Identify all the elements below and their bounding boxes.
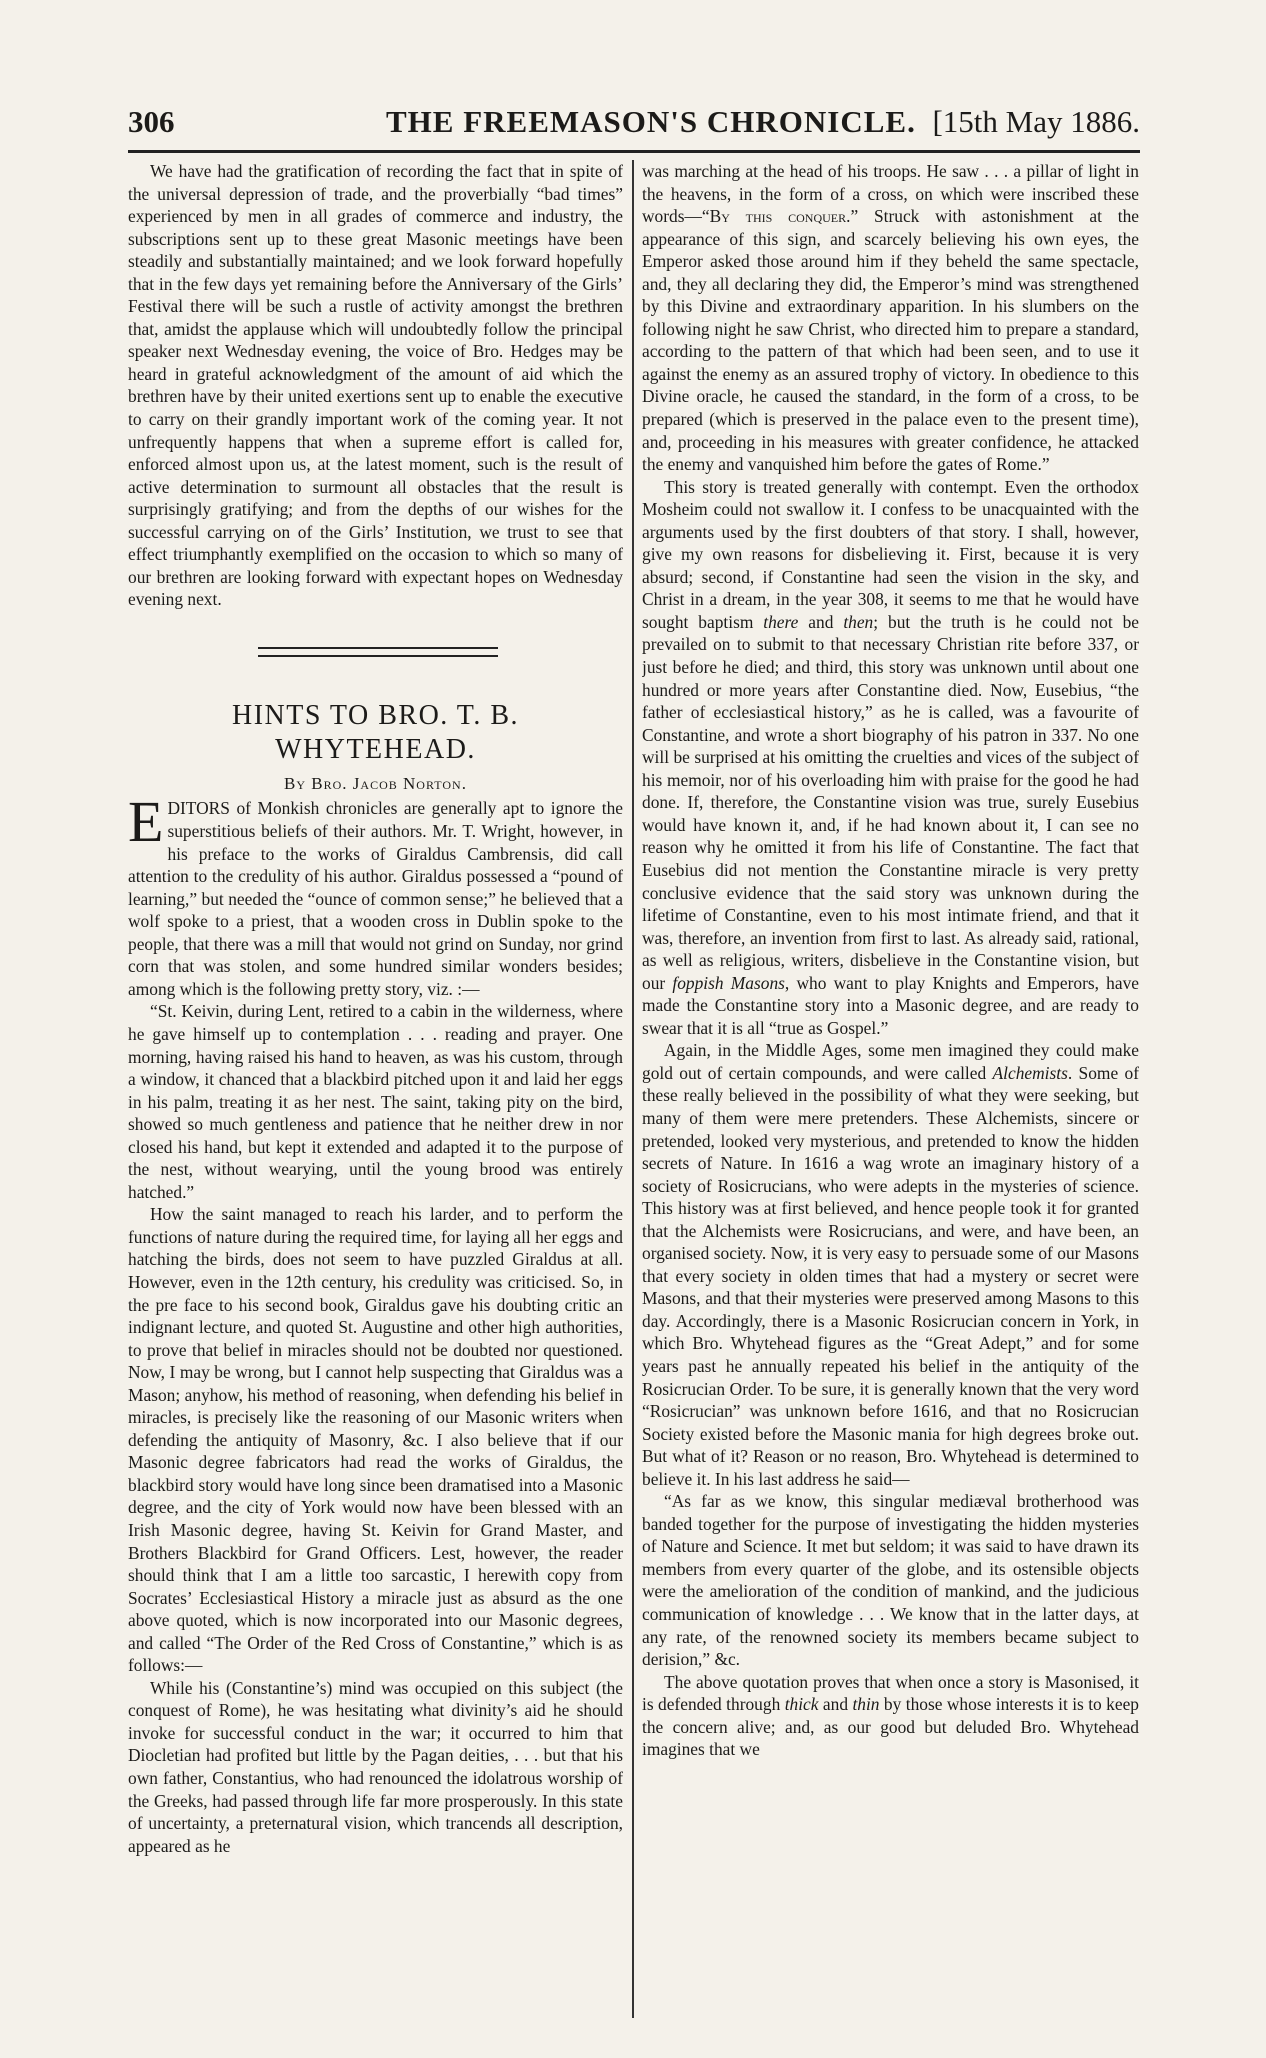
conjunction-and: and (798, 611, 844, 632)
right-column (642, 160, 1139, 2020)
article-title: HINTS TO BRO. T. B. WHYTEHEAD. (231, 699, 520, 765)
header-rule (128, 150, 1140, 153)
article-paragraph-intro (128, 789, 623, 1000)
vision-motto: By this conquer (709, 206, 847, 227)
issue-date: [15th May 1886. (932, 104, 1140, 139)
article-paragraph-alchemists (642, 1039, 1139, 1490)
article-paragraph-conclusion (642, 1671, 1139, 1761)
article-paragraph-vision (642, 160, 1139, 476)
left-column (128, 160, 623, 2020)
drop-cap: E (128, 789, 164, 855)
conjunction-and-2: and (818, 1694, 853, 1715)
conclusion-text-a: The above quotation proves that when once a story is Masonised, it is defended through (642, 1671, 1139, 1715)
italic-thick: thick (784, 1694, 819, 1715)
italic-foppish-masons: foppish Masons (672, 972, 785, 993)
italic-then: then (843, 611, 874, 632)
masthead (128, 100, 1140, 144)
italic-thin: thin (852, 1694, 880, 1715)
article-paragraph-giraldus: How the saint managed to reach his larder, and to perform the functions of nature during the required time, for laying all her eggs and hatching the birds, does not seem to have puzzled Giraldus at all. However, even in the 12th century, his credulity was criticised. So, in the pre face to his second book, Giraldus gave his doubting critic an indignant lecture, and quoted St. Augustine and other high authorities, to prove that belief in miracles should not be doubted nor questioned. Now, I may be wrong, but I cannot help suspecting that Giraldus was a Mason; anyhow, his method of reasoning, when defending his belief in miracles, is precisely like the reasoning of our Masonic writers when defending the antiquity of Masonry, &c. I also believe that if our Masonic degree fabricators had read the works of Giraldus, the blackbird story would have long since been dramatised into a Masonic degree, and the city of York would now have been blessed with an Irish Masonic degree, having St. Keivin for Grand Master, and Brothers Blackbird for Grand Officers. Lest, however, the reader should think that I am a little too sarcastic, I herewith copy from Socrates’ Ecclesiastical History a miracle just as absurd as the one above quoted, which is now incorporated into our Masonic degrees, and called “The Order of the Red Cross of Constantine,” which is as follows:— (128, 1204, 623, 1676)
vision-text-b: .” Struck with astonishment at the appearance of this sign, and scarcely believing his own eyes, the Emperor asked those around him if they beheld the same spectacle, and, they all declaring they did, the Emperor’s mind was strengthened by this Divine and extraordinary apparition. In his slumbers on the following night he saw Christ, who directed him to prepare a standard, according to the pattern of that which had been seen, and to use it against the enemy as an assured trophy of victory. In obedience to this Divine oracle, he caused the standard, in the form of a cross, to be prepared (which is preserved in the palace even to the present time), and, proceeding in his measures with greater confidence, he attacked the enemy and vanquished him before the gates of Rome.” (642, 206, 1139, 475)
italic-alchemists: Alchemists (992, 1062, 1068, 1083)
publication-title: THE FREEMASON'S CHRONICLE. (386, 104, 916, 139)
italic-there: there (763, 611, 799, 632)
page-number: 306 (128, 104, 175, 139)
contempt-text-a: This story is treated generally with contempt. Even the orthodox Mosheim could not swallow it. I confess to be unacquainted with the arguments used by the first doubters of that story. I shall, however, give my own reasons for disbelieving it. First, because it is very absurd; second, if Constantine had seen the vision in the sky, and Christ in a dream, in the year 308, it seems to me that he would have sought baptism (642, 476, 1139, 632)
conclusion-text-b: by those whose interests it is to keep the concern alive; and, as our good but deluded Bro. Whytehead imagines that we (642, 1694, 1139, 1760)
column-divider (632, 160, 634, 2018)
intro-text: DITORS of Monkish chronicles are generally apt to ignore the superstitious beliefs of their authors. Mr. T. Wright, however, in his preface to the works of Giraldus Cambrensis, did call attention to the credulity of his author. Giraldus possessed a “pound of learning,” but needed the “ounce of common sense;” he believed that a wolf spoke to a priest, that a wooden cross in Dublin spoke to the people, that there was a mill that would not grind on Sunday, nor grind corn that was stolen, and some hundred similar wonders besides; among which is the following pretty story, viz. :— (128, 798, 623, 999)
editorial-paragraph: We have had the gratification of recording the fact that in spite of the universal depression of trade, and the proverbially “bad times” experienced by men in all grades of commerce and industry, the subscriptions sent up to these great Masonic meetings have been steadily and substantially maintained; and we look forward hopefully that in the few days yet remaining before the Anniversary of the Girls’ Festival there will be such a rustle of activity amongst the brethren that, amidst the applause which will undoubtedly follow the principal speaker next Wednesday evening, the voice of Bro. Hedges may be heard in grateful acknowledgment of the amount of aid which the brethren have by their united exertions sent up to enable the executive to carry on their grandly important work of the coming year. It not unfrequently happens that when a supreme effort is called for, enforced almost upon us, at the latest moment, such is the result of active determination to surmount all obstacles that the result is surprisingly gratifying; and from the depths of our wishes for the successful carrying on of the Girls’ Institution, we trust to see that effect triumphantly exemplified on the occasion to which so many of our brethren are looking forward with expectant hopes on Wednesday evening next. (128, 161, 623, 610)
article-byline: By Bro. Jacob Norton. (284, 773, 467, 793)
alchemists-text-a: Again, in the Middle Ages, some men imagined they could make gold out of certain compounds, and were called (642, 1040, 1139, 1083)
article-paragraph-quote-keivin: “St. Keivin, during Lent, retired to a cabin in the wilderness, where he gave himself up to contemplation . . . reading and prayer. One morning, having raised his hand to heaven, as was his custom, through a window, it chanced that a blackbird pitched upon it and laid her eggs in his palm, treating it as her nest. The saint, taking pity on the bird, showed so much gentleness and patience that he neither drew in nor closed his hand, but kept it extended and adapted it to the purpose of the nest, without wearying, until the young brood was entirely hatched.” (128, 1001, 623, 1202)
contempt-text-b: ; but the truth is he could not be prevailed on to submit to that necessary Christian rite before 337, or just before he died; and third, this story was unknown until about one hundred or more years after Constantine died. Now, Eusebius, “the father of ecclesiastical history,” as he is called, was a favourite of Constantine, and wrote a short biography of his patron in 337. No one will be surprised at his omitting the cruelties and vices of the subject of his memoir, nor of his overloading him with praise for the good he had done. If, therefore, the Constantine vision was true, surely Eusebius would have known it, and, if he had known about it, I can see no reason why he omitted it from his life of Constantine. The fact that Eusebius did not mention the Constantine miracle is very pretty conclusive evidence that the said story was unknown during the lifetime of Constantine, even to his most intimate friend, and that it was, therefore, an invention from first to last. As already said, rational, as well as religious, writers, disbelieve in the Constantine vision, but our (642, 611, 1139, 993)
section-separator (128, 611, 623, 699)
article-paragraph-contempt (642, 476, 1139, 1040)
article-paragraph-constantine-quote: While his (Constantine’s) mind was occupied on this subject (the conquest of Rome), he was hesitating what divinity’s aid he should invoke for successful conduct in the war; it occurred to him that Diocletian had profited but little by the Pagan deities, . . . but that his own father, Constantius, who had renounced the idolatrous worship of the Greeks, had passed through life far more prosperously. In this state of uncertainty, a preternatural vision, which trancends all description, appeared as he (128, 1677, 623, 1856)
vision-text-a: was marching at the head of his troops. He saw . . . a pillar of light in the heavens, in the form of a cross, on which were inscribed these words—“ (642, 161, 1139, 227)
contempt-text-c: , who want to play Knights and Emperors, have made the Constantine story into a Masonic degree, and are ready to swear that it is all “true as Gospel.” (642, 972, 1139, 1038)
article-paragraph-address-quote: “As far as we know, this singular mediæval brotherhood was banded together for the purpose of investigating the hidden mysteries of Nature and Science. It met but seldom; it was said to have drawn its members from every quarter of the globe, and its ostensible objects were the amelioration of the condition of mankind, and the judicious communication of knowledge . . . We know that in the latter days, at any rate, of the renowned society its members became subject to derision,” &c. (642, 1491, 1139, 1670)
alchemists-text-b: . Some of these really believed in the possibility of what they were seeking, but many of them were mere pretenders. These Alchemists, sincere or pretended, looked very mysterious, and pretended to know the hidden secrets of Nature. In 1616 a wag wrote an imaginary history of a society of Rosicrucians, who were adepts in the mysteries of science. This history was at first believed, and hence people took it for granted that the Alchemists were Rosicrucians, and were, and have been, an organised society. Now, it is very easy to persuade some of our Masons that every society in olden times that had a mystery or secret were Masons, and that their mysteries were preserved among Masons to this day. Accordingly, there is a Masonic Rosicrucian concern in York, in which Bro. Whytehead figures as the “Great Adept,” and for some years past he annually repeated his belief in the antiquity of the Rosicrucian Order. To be sure, it is generally known that the very word “Rosicrucian” was unknown before 1616, and that no Rosicrucian Society existed before the Masonic mania for high degrees broke out. But what of it? Reason or no reason, Bro. Whytehead is determined to believe it. In his last address he said— (642, 1062, 1139, 1489)
